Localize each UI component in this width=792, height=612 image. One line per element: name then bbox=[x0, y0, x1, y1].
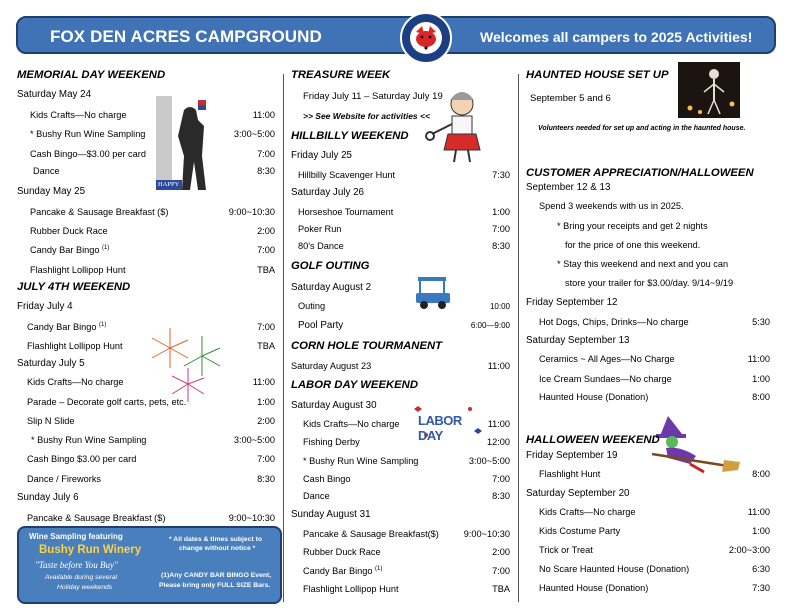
cornhole-heading: CORN HOLE TOURMANENT bbox=[291, 340, 443, 352]
event-label: * Bushy Run Wine Sampling bbox=[31, 435, 147, 445]
event-time: 1:00 bbox=[752, 374, 770, 384]
promo-line: for the price of one this weekend. bbox=[565, 240, 701, 250]
event-time: 7:00 bbox=[492, 474, 510, 484]
event-label: Kids Crafts—No charge bbox=[539, 507, 636, 517]
memorial-image-caption: HAPPY bbox=[158, 181, 180, 188]
memorial-soldier-image bbox=[154, 96, 216, 192]
event-label: Flashlight Lollipop Hunt bbox=[27, 341, 123, 351]
event-time: 7:00 bbox=[257, 149, 275, 159]
treasure-week-dates: Friday July 11 – Saturday July 19 bbox=[303, 91, 443, 102]
wine-sampling-box bbox=[17, 526, 282, 604]
event-label: Kids Crafts—No charge bbox=[30, 110, 127, 120]
event-label: Fishing Derby bbox=[303, 437, 360, 447]
event-label: Poker Run bbox=[298, 224, 342, 234]
event-label: Flashlight Lollipop Hunt bbox=[303, 584, 399, 594]
event-time: 2:00 bbox=[257, 416, 275, 426]
event-label: No Scare Haunted House (Donation) bbox=[539, 564, 690, 574]
event-label: Flashlight Lollipop Hunt bbox=[30, 265, 126, 275]
event-time: 7:00 bbox=[492, 566, 510, 576]
header-banner bbox=[16, 16, 776, 54]
event-time: 8:30 bbox=[257, 474, 275, 484]
wine-box-slogan: "Taste before You Buy" bbox=[35, 560, 118, 570]
cornhole-date: Saturday August 23 bbox=[291, 361, 372, 371]
event-label: Hot Dogs, Chips, Drinks—No charge bbox=[539, 317, 689, 327]
event-time: 6:00—9:00 bbox=[470, 321, 510, 330]
hillbilly-saturday: Saturday July 26 bbox=[291, 187, 364, 198]
hillbilly-figure-image bbox=[424, 88, 484, 166]
event-label: Pool Party bbox=[298, 320, 344, 331]
event-time: 8:30 bbox=[492, 491, 510, 501]
disclaimer-line1: * All dates & times subject to bbox=[169, 536, 263, 543]
halloween-saturday: Saturday September 20 bbox=[526, 488, 630, 499]
haunted-setup-heading: HAUNTED HOUSE SET UP bbox=[526, 69, 669, 81]
customer-friday: Friday September 12 bbox=[526, 297, 618, 308]
campground-title: FOX DEN ACRES CAMPGROUND bbox=[50, 27, 322, 46]
event-label: Cash Bingo—$3.00 per card bbox=[30, 149, 146, 159]
hillbilly-friday: Friday July 25 bbox=[291, 150, 352, 161]
event-time: 7:00 bbox=[257, 454, 275, 464]
volunteers-note: Volunteers needed for set up and acting in the haunted house. bbox=[538, 125, 746, 132]
event-time: 8:30 bbox=[492, 241, 510, 251]
event-label: Haunted House (Donation) bbox=[539, 583, 649, 593]
haunted-setup-dates: September 5 and 6 bbox=[530, 93, 611, 104]
event-time: 5:30 bbox=[752, 317, 770, 327]
memorial-saturday: Saturday May 24 bbox=[17, 89, 92, 100]
july4-saturday: Saturday July 5 bbox=[17, 358, 85, 369]
labor-day-logo-text: LABOR DAY bbox=[418, 413, 462, 443]
event-label: Rubber Duck Race bbox=[30, 226, 108, 236]
event-label: Horseshoe Tournament bbox=[298, 207, 394, 217]
event-label: Candy Bar Bingo $^{(1)}$ bbox=[30, 245, 110, 256]
promo-line: * Bring your receipts and get 2 nights bbox=[557, 221, 708, 231]
event-label: Slip N Slide bbox=[27, 416, 75, 426]
customer-dates: September 12 & 13 bbox=[526, 182, 611, 193]
memorial-sunday: Sunday May 25 bbox=[17, 186, 86, 197]
hillbilly-heading: HILLBILLY WEEKEND bbox=[291, 130, 409, 142]
event-label: Flashlight Hunt bbox=[539, 469, 601, 479]
witch-on-broom-image bbox=[650, 414, 742, 478]
event-time: 3:00~5:00 bbox=[233, 129, 275, 139]
customer-appreciation-heading: CUSTOMER APPRECIATION/HALLOWEEN bbox=[526, 167, 754, 179]
event-time: TBA bbox=[492, 584, 510, 594]
event-time: 6:30 bbox=[752, 564, 770, 574]
event-time: 3:00~5:00 bbox=[468, 456, 510, 466]
event-time: 2:00 bbox=[257, 226, 275, 236]
labor-sunday: Sunday August 31 bbox=[291, 509, 371, 520]
halloween-heading: HALLOWEEN WEEKEND bbox=[526, 434, 660, 446]
wine-box-line1: Wine Sampling featuring bbox=[29, 532, 123, 541]
event-label: Cash Bingo bbox=[303, 474, 351, 484]
website-link[interactable]: >> See Website for activities << bbox=[303, 111, 430, 121]
labor-day-logo-image bbox=[410, 405, 486, 443]
campground-seal bbox=[400, 12, 452, 64]
event-label: Candy Bar Bingo $^{(1)}$ bbox=[27, 322, 107, 333]
event-time: 9:00~10:30 bbox=[228, 207, 275, 217]
event-time: 1:00 bbox=[257, 397, 275, 407]
customer-saturday: Saturday September 13 bbox=[526, 335, 630, 346]
haunted-house-photo bbox=[678, 62, 740, 118]
event-label: Pancake & Sausage Breakfast($) bbox=[303, 529, 439, 539]
promo-line: Spend 3 weekends with us in 2025. bbox=[539, 201, 684, 211]
event-time: 11:00 bbox=[487, 361, 510, 371]
event-time: 9:00~10:30 bbox=[228, 513, 275, 523]
event-time: 7:30 bbox=[752, 583, 770, 593]
halloween-friday: Friday September 19 bbox=[526, 450, 618, 461]
july4-sunday: Sunday July 6 bbox=[17, 492, 79, 503]
candy-bar-note-line1: (1)Any CANDY BAR BINGO Event, bbox=[161, 572, 272, 579]
event-time: 7:00 bbox=[492, 224, 510, 234]
event-label: Kids Costume Party bbox=[539, 526, 621, 536]
event-time: 11:00 bbox=[252, 377, 275, 387]
event-time: 8:00 bbox=[752, 469, 770, 479]
event-time: 2:00~3:00 bbox=[728, 545, 770, 555]
fireworks-image bbox=[148, 326, 226, 404]
event-time: 2:00 bbox=[492, 547, 510, 557]
labor-saturday: Saturday August 30 bbox=[291, 400, 377, 411]
event-time: 8:00 bbox=[752, 392, 770, 402]
event-label: Candy Bar Bingo $^{(1)}$ bbox=[303, 566, 383, 577]
event-label: Ceramics ~ All Ages—No Charge bbox=[539, 354, 675, 364]
promo-line: * Stay this weekend and next and you can bbox=[557, 259, 729, 269]
golf-saturday: Saturday August 2 bbox=[291, 282, 372, 293]
welcome-banner-text: Welcomes all campers to 2025 Activities! bbox=[480, 29, 753, 45]
wine-box-line4: Available during several bbox=[45, 574, 118, 581]
event-time: 11:00 bbox=[747, 354, 770, 364]
event-label: Rubber Duck Race bbox=[303, 547, 381, 557]
event-label: Dance bbox=[303, 491, 330, 501]
golf-outing-heading: GOLF OUTING bbox=[291, 260, 370, 272]
column-divider-2 bbox=[518, 74, 519, 602]
wine-box-line5: Holiday weekends bbox=[57, 584, 113, 591]
wine-box-winery: Bushy Run Winery bbox=[39, 544, 142, 556]
event-label: Outing bbox=[298, 301, 326, 311]
promo-line: store your trailer for $3.00/day. 9/14~9/19 bbox=[565, 278, 734, 288]
candy-bar-note-line2: Please bring only FULL SIZE Bars. bbox=[159, 582, 271, 589]
column-divider-1 bbox=[283, 74, 284, 602]
event-label: Hillbilly Scavenger Hunt bbox=[298, 170, 396, 180]
event-label: 80's Dance bbox=[298, 241, 344, 251]
event-time: 8:30 bbox=[257, 166, 275, 176]
event-label: Dance bbox=[33, 166, 60, 176]
event-label: * Bushy Run Wine Sampling bbox=[303, 456, 419, 466]
july4-heading: JULY 4TH WEEKEND bbox=[17, 281, 131, 293]
event-time: 11:00 bbox=[747, 507, 770, 517]
event-label: Pancake & Sausage Breakfast ($) bbox=[27, 513, 166, 523]
event-time: 9:00~10:30 bbox=[463, 529, 510, 539]
event-label: Ice Cream Sundaes—No charge bbox=[539, 374, 672, 384]
event-time: 7:00 bbox=[257, 322, 275, 332]
event-time: TBA bbox=[257, 265, 275, 275]
event-label: Trick or Treat bbox=[539, 545, 593, 555]
event-time: 10:00 bbox=[489, 302, 510, 311]
event-label: Parade – Decorate golf carts, pets, etc. bbox=[27, 397, 187, 407]
golf-cart-image bbox=[414, 275, 452, 313]
event-time: 11:00 bbox=[487, 419, 510, 429]
event-time: TBA bbox=[257, 341, 275, 351]
labor-day-heading: LABOR DAY WEEKEND bbox=[291, 379, 418, 391]
event-time: 12:00 bbox=[487, 437, 510, 447]
fox-logo-icon bbox=[410, 22, 442, 54]
event-time: 7:30 bbox=[492, 170, 510, 180]
event-label: Kids Crafts—No charge bbox=[27, 377, 124, 387]
july4-friday: Friday July 4 bbox=[17, 301, 73, 312]
disclaimer-line2: change without notice * bbox=[179, 545, 256, 552]
event-time: 3:00~5:00 bbox=[233, 435, 275, 445]
event-time: 11:00 bbox=[252, 110, 275, 120]
event-label: Cash Bingo $3.00 per card bbox=[27, 454, 137, 464]
event-label: Haunted House (Donation) bbox=[539, 392, 649, 402]
event-time: 1:00 bbox=[752, 526, 770, 536]
event-time: 1:00 bbox=[492, 207, 510, 217]
event-label: Dance / Fireworks bbox=[27, 474, 102, 484]
event-label: * Bushy Run Wine Sampling bbox=[30, 129, 146, 139]
treasure-week-heading: TREASURE WEEK bbox=[291, 69, 391, 81]
event-time: 7:00 bbox=[257, 245, 275, 255]
event-label: Kids Crafts—No charge bbox=[303, 419, 400, 429]
event-label: Pancake & Sausage Breakfast ($) bbox=[30, 207, 169, 217]
memorial-day-heading: MEMORIAL DAY WEEKEND bbox=[17, 69, 166, 81]
